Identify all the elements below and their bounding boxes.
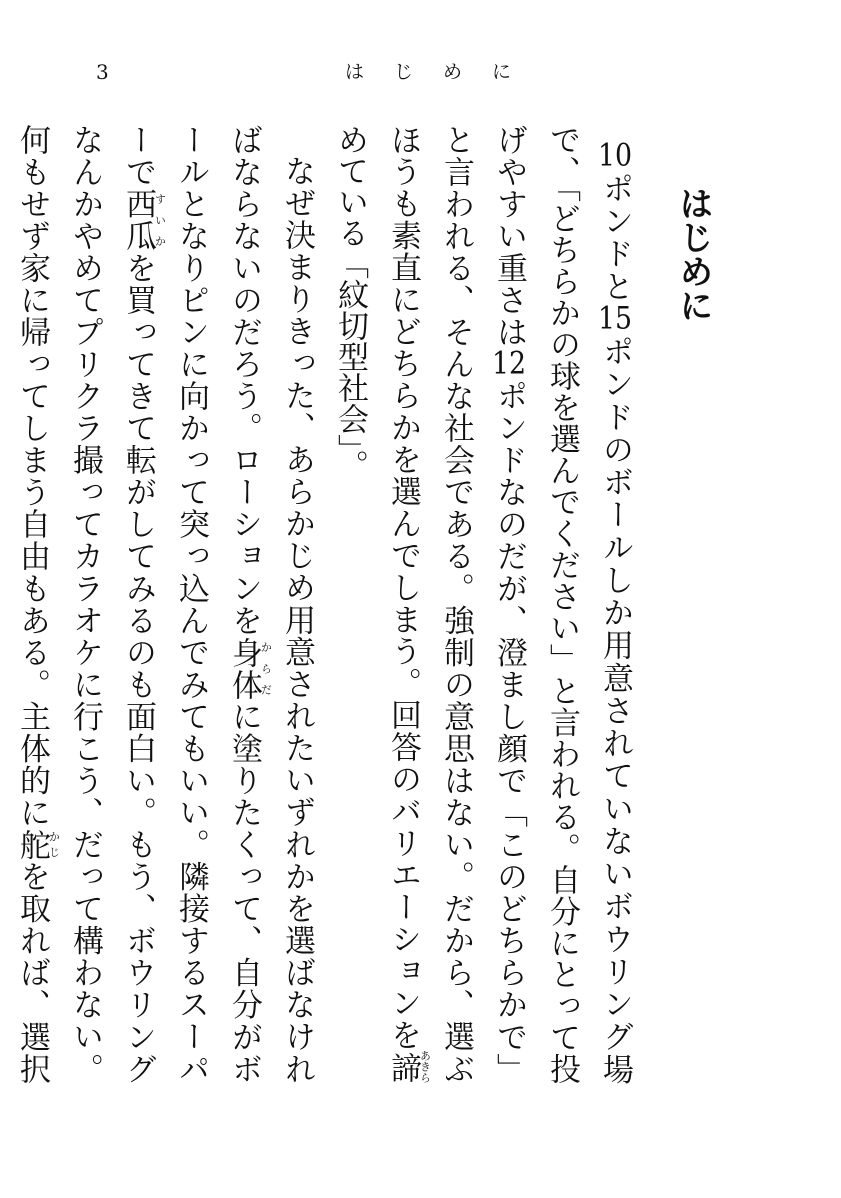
text-segment: に塗りたくって、自分がボールとなりピンに向かって突っ込んでみてもいい。隣接するスーパーで: [120, 124, 262, 1085]
ruby-base: 西瓜: [120, 188, 156, 253]
number-15: 15: [597, 302, 633, 334]
text-segment: ポンドと: [597, 172, 633, 303]
running-head: はじめに: [345, 61, 542, 83]
ruby-reading: からだ: [259, 636, 273, 700]
ruby-akirame: [385, 1050, 432, 1083]
paragraph-2: [0, 124, 323, 1084]
ruby-karada: [226, 636, 273, 701]
paragraph-1: [323, 124, 641, 1084]
text-segment: ポンドのボールしか用意されていないボウリング場で、「どちらかの球を選んでください」と言われる。自分にとって投げやすい重さは: [491, 124, 633, 1084]
ruby-base: 舵: [14, 828, 50, 861]
ruby-suika: [120, 188, 167, 253]
text-segment: めている「紋切型社会」。: [332, 124, 368, 481]
ruby-base: 諦: [385, 1050, 421, 1083]
page-number: 3: [96, 60, 109, 84]
ruby-reading: かじ: [47, 828, 61, 860]
text-segment: なぜ決まりきった、あらかじめ用意されたいずれかを選ばなければならないのだろう。ローションを: [226, 124, 315, 1084]
ruby-base: 身体: [226, 636, 262, 701]
text-segment: を取れば、選択: [14, 860, 50, 1085]
text-segment: を買ってきて転がしてみるのも面白い。もう、ボウリングなんかやめてプリクラ撮ってカラオケに行こう、だって構わない。何もせず家に帰ってしまう自由もある。主体的に: [14, 124, 156, 1085]
main-text: [0, 124, 745, 1084]
ruby-reading: すいか: [153, 188, 167, 252]
number-12: 12: [491, 348, 527, 380]
chapter-title: はじめに: [673, 186, 713, 322]
number-10: 10: [597, 139, 633, 171]
text-segment: ポンドなのだが、澄まし顔で「このどちらかで」と言われる、そんな社会である。強制の意思はない。だから、選ぶほうも素直にどちらかを選んでしまう。回答のバリエーションを: [385, 124, 527, 1085]
ruby-kaji: [14, 828, 61, 861]
ruby-reading: あきら: [418, 1050, 432, 1083]
